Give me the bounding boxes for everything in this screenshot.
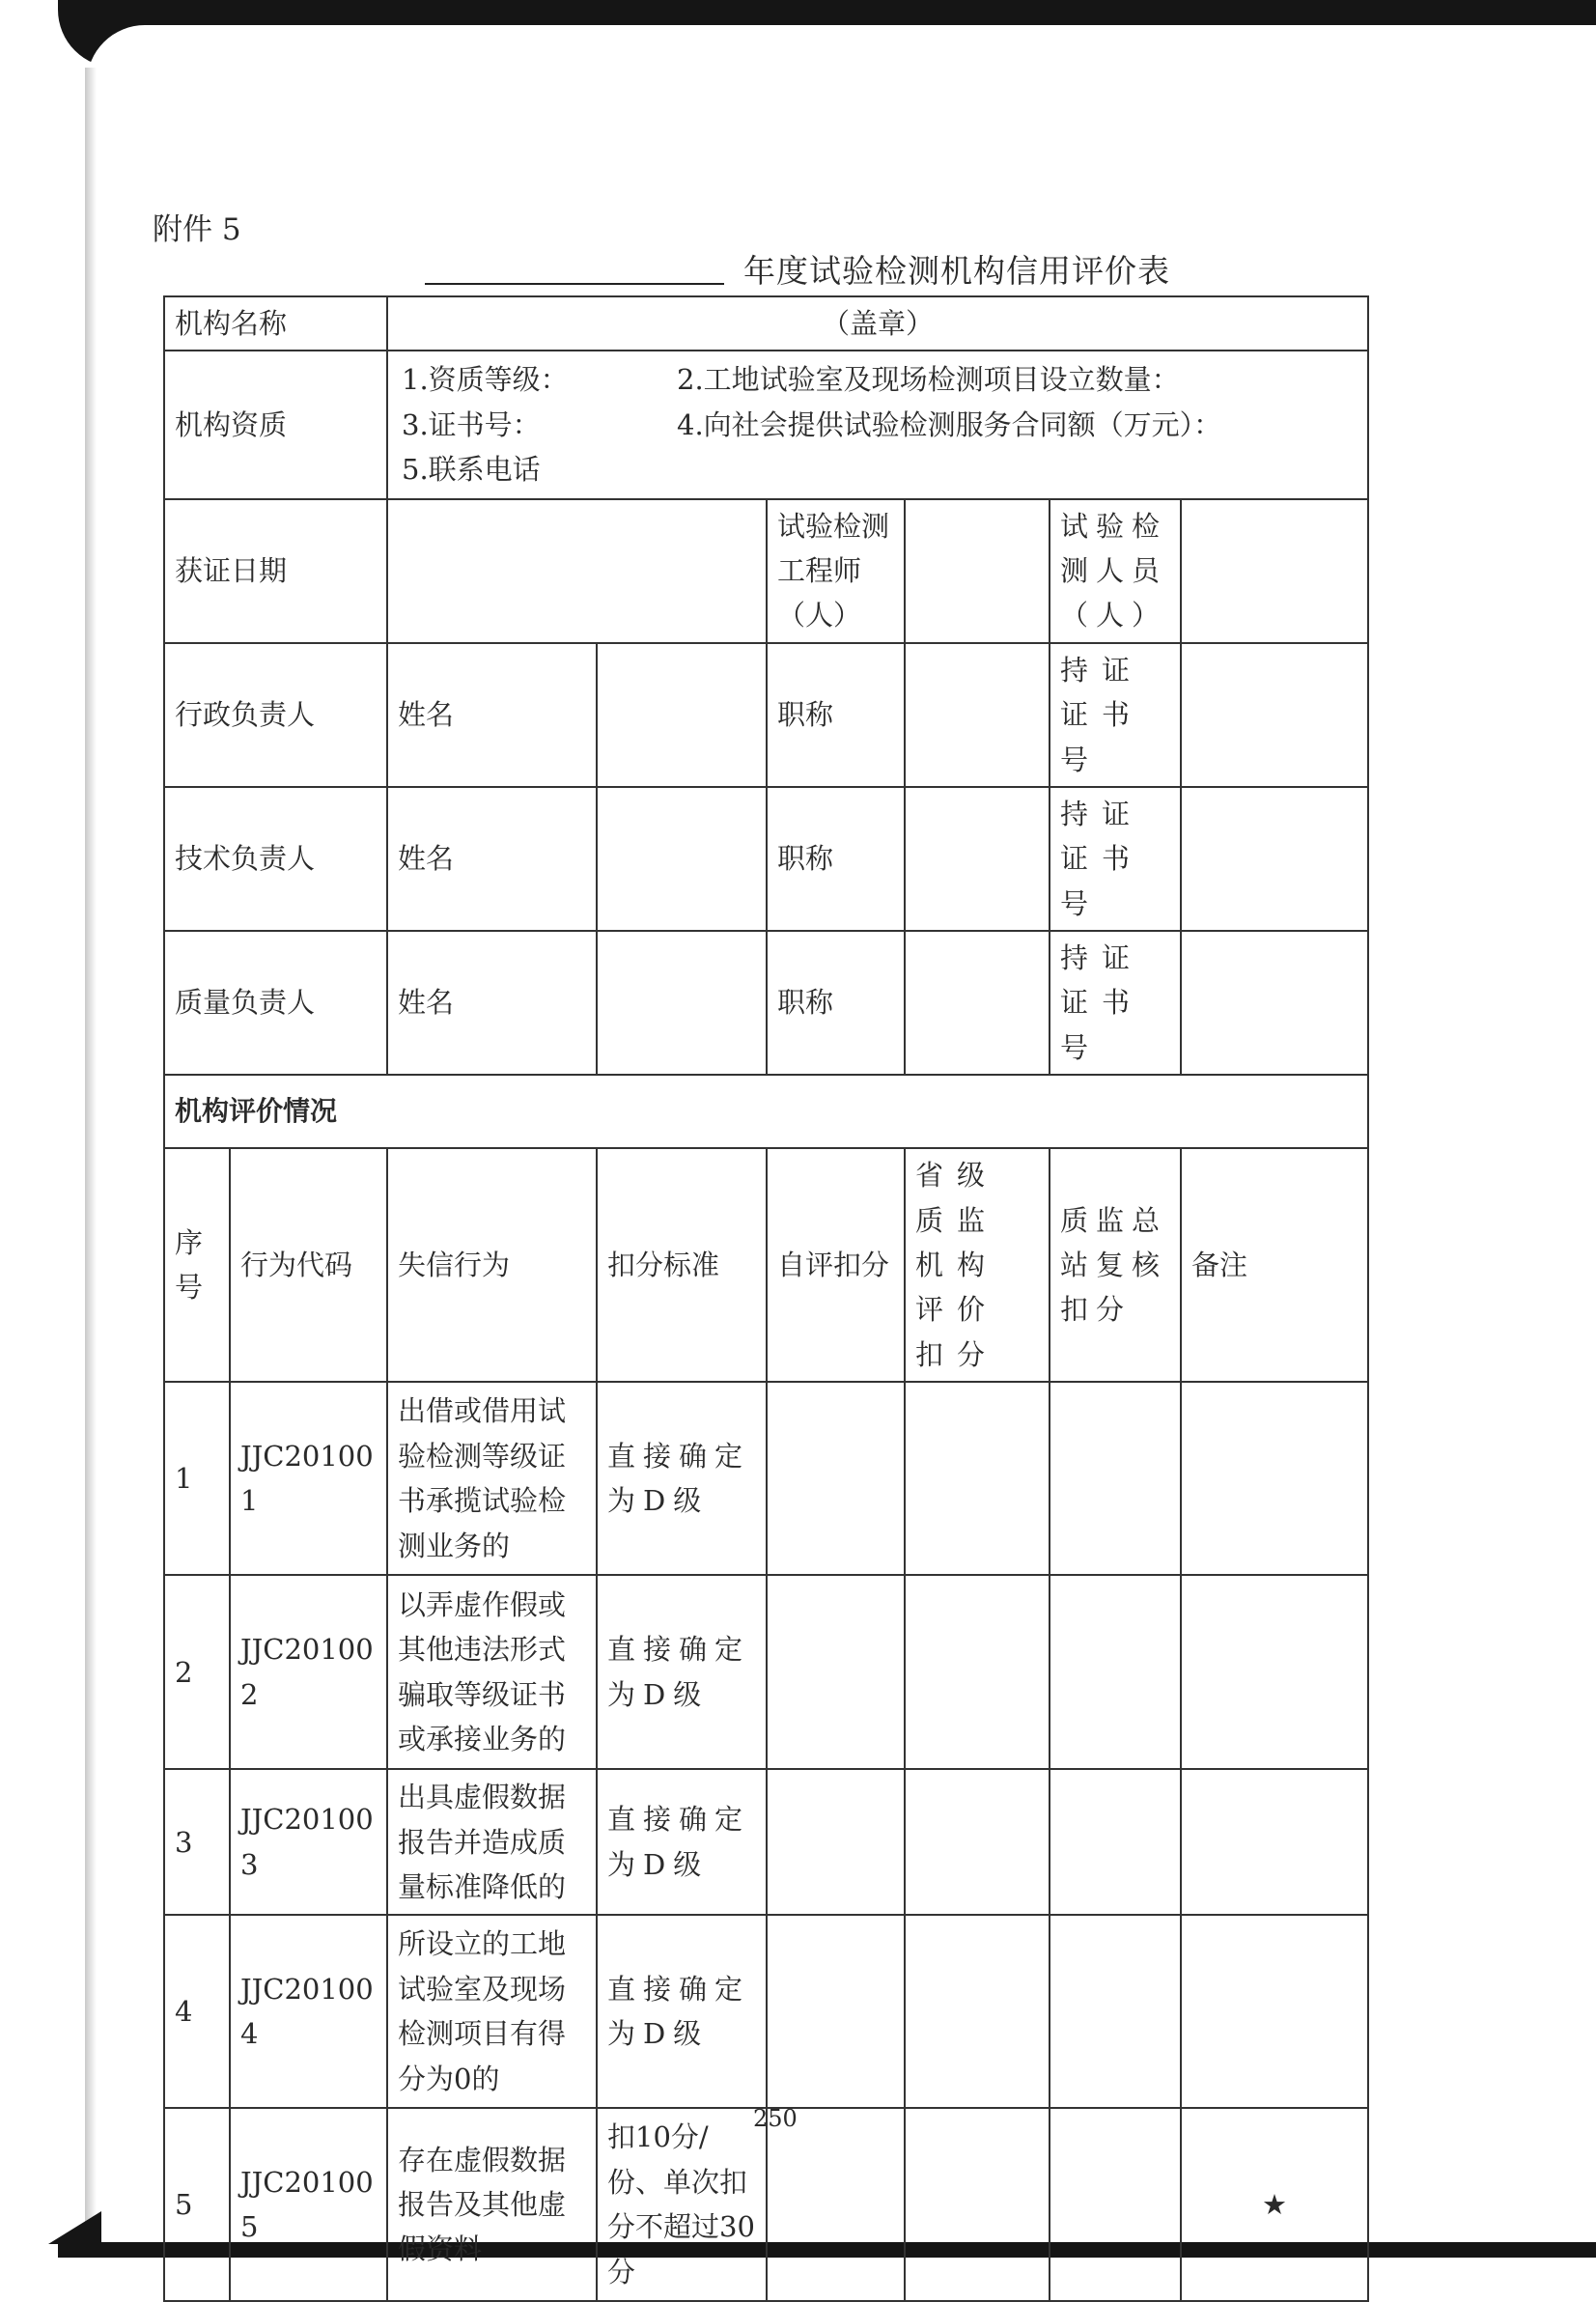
cert-no-label: 持证证书号 — [1050, 931, 1181, 1075]
row-seq: 5 — [164, 2108, 230, 2301]
cert-date-label: 获证日期 — [164, 499, 387, 643]
col-code: 行为代码 — [230, 1148, 387, 1382]
cert-no-field — [1181, 931, 1368, 1075]
row-behavior: 以弄虚作假或其他违法形式骗取等级证书或承接业务的 — [387, 1575, 597, 1769]
row-self-score — [767, 2108, 905, 2301]
credit-evaluation-table — [163, 295, 1369, 2302]
row-self-score — [767, 1575, 905, 1769]
row-seq: 2 — [164, 1575, 230, 1769]
scan-corner — [48, 2211, 101, 2244]
name-label: 姓名 — [387, 931, 597, 1075]
scan-page-edge — [87, 25, 1596, 83]
row-province-score — [905, 2108, 1050, 2301]
row-code: JJC201003 — [230, 1769, 387, 1915]
cert-no-label: 持证证书号 — [1050, 787, 1181, 931]
org-name-label: 机构名称 — [164, 296, 387, 351]
title-label: 职称 — [767, 931, 905, 1075]
name-field — [597, 787, 767, 931]
row-seq: 1 — [164, 1382, 230, 1575]
row-code: JJC201002 — [230, 1575, 387, 1769]
engineers-field — [905, 499, 1050, 643]
title-field — [905, 643, 1050, 787]
row-behavior: 出具虚假数据报告并造成质量标准降低的 — [387, 1769, 597, 1915]
row-national-score — [1050, 2108, 1181, 2301]
qual-item-2: 2.工地试验室及现场检测项目设立数量： — [677, 363, 1180, 397]
row-province-score — [905, 1575, 1050, 1769]
row-national-score — [1050, 1575, 1181, 1769]
qualification-details — [387, 351, 1368, 498]
row-province-score — [905, 1915, 1050, 2108]
star-icon: ★ — [1181, 2108, 1368, 2301]
row-code: JJC201005 — [230, 2108, 387, 2301]
staff-field — [1181, 499, 1368, 643]
cert-date-row — [164, 499, 1368, 643]
row-behavior: 存在虚假数据报告及其他虚假资料 — [387, 2108, 597, 2301]
org-name-row — [164, 296, 1368, 351]
qualification-row — [164, 351, 1368, 498]
row-remark — [1181, 1382, 1368, 1575]
evaluation-section-row — [164, 1075, 1368, 1148]
name-label: 姓名 — [387, 643, 597, 787]
col-behavior: 失信行为 — [387, 1148, 597, 1382]
row-province-score — [905, 1382, 1050, 1575]
row-remark — [1181, 1915, 1368, 2108]
row-code: JJC201001 — [230, 1382, 387, 1575]
name-field — [597, 931, 767, 1075]
row-national-score — [1050, 1382, 1181, 1575]
table-row — [164, 1769, 1368, 1915]
row-national-score — [1050, 1915, 1181, 2108]
row-self-score — [767, 1382, 905, 1575]
staff-label: 试验检测人员（人） — [1050, 499, 1181, 643]
row-remark — [1181, 1769, 1368, 1915]
role-row — [164, 931, 1368, 1075]
row-behavior: 出借或借用试验检测等级证书承揽试验检测业务的 — [387, 1382, 597, 1575]
row-standard: 直接确定为D级 — [597, 1915, 767, 2108]
qual-item-5: 5.联系电话 — [402, 453, 541, 487]
year-blank-line — [425, 283, 724, 285]
row-standard: 直接确定为D级 — [597, 1382, 767, 1575]
column-header-row — [164, 1148, 1368, 1382]
title-field — [905, 787, 1050, 931]
row-remark — [1181, 1575, 1368, 1769]
col-remark: 备注 — [1181, 1148, 1368, 1382]
document-title: 年度试验检测机构信用评价表 — [743, 252, 1170, 290]
table-row — [164, 2108, 1368, 2301]
engineers-label: 试验检测工程师（人） — [767, 499, 905, 643]
row-behavior: 所设立的工地试验室及现场检测项目有得分为0的 — [387, 1915, 597, 2108]
page-number: 250 — [753, 2105, 798, 2132]
role-row — [164, 643, 1368, 787]
role-row — [164, 787, 1368, 931]
role-label: 技术负责人 — [164, 787, 387, 931]
col-self-score: 自评扣分 — [767, 1148, 905, 1382]
title-field — [905, 931, 1050, 1075]
attachment-label: 附件 5 — [153, 212, 241, 247]
table-row — [164, 1575, 1368, 1769]
name-label: 姓名 — [387, 787, 597, 931]
qualification-label: 机构资质 — [164, 351, 387, 498]
role-label: 质量负责人 — [164, 931, 387, 1075]
org-seal-field: （盖章） — [387, 296, 1368, 351]
row-seq: 4 — [164, 1915, 230, 2108]
scan-binding-shadow — [85, 68, 97, 2231]
row-code: JJC201004 — [230, 1915, 387, 2108]
row-self-score — [767, 1769, 905, 1915]
role-label: 行政负责人 — [164, 643, 387, 787]
evaluation-section-label: 机构评价情况 — [164, 1075, 1368, 1148]
qual-item-1: 1.资质等级： — [402, 363, 569, 397]
col-province-score: 省级质监机构评价扣分 — [905, 1148, 1050, 1382]
title-label: 职称 — [767, 787, 905, 931]
cert-no-field — [1181, 787, 1368, 931]
row-standard: 扣10分/份、单次扣分不超过30分 — [597, 2108, 767, 2301]
table-row — [164, 1915, 1368, 2108]
qual-item-3: 3.证书号： — [402, 407, 541, 441]
qual-item-4: 4.向社会提供试验检测服务合同额（万元）： — [677, 407, 1222, 441]
col-national-score: 质监总站复核扣分 — [1050, 1148, 1181, 1382]
row-national-score — [1050, 1769, 1181, 1915]
table-row — [164, 1382, 1368, 1575]
col-standard: 扣分标准 — [597, 1148, 767, 1382]
row-seq: 3 — [164, 1769, 230, 1915]
col-seq: 序号 — [164, 1148, 230, 1382]
title-label: 职称 — [767, 643, 905, 787]
row-province-score — [905, 1769, 1050, 1915]
row-self-score — [767, 1915, 905, 2108]
cert-date-field — [387, 499, 767, 643]
cert-no-label: 持证证书号 — [1050, 643, 1181, 787]
row-standard: 直接确定为D级 — [597, 1769, 767, 1915]
cert-no-field — [1181, 643, 1368, 787]
name-field — [597, 643, 767, 787]
row-standard: 直接确定为D级 — [597, 1575, 767, 1769]
